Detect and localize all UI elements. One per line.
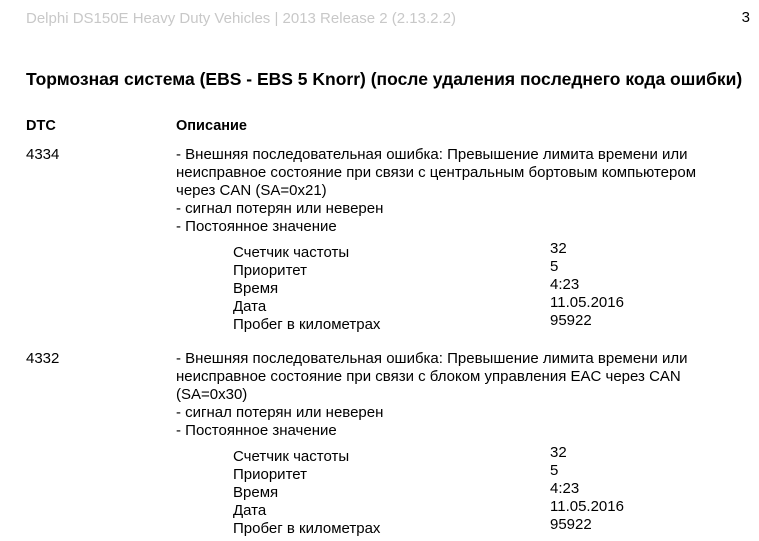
field-value: 95922 [550,312,592,329]
description-line: - Постоянное значение [176,422,337,439]
field-label: Пробег в километрах [233,316,381,333]
field-value: 5 [550,462,559,479]
page-header: Delphi DS150E Heavy Duty Vehicles | 2013 Release 2 (2.13.2.2) [26,10,456,27]
field-row [233,278,733,296]
field-value: 32 [550,444,567,461]
field-value: 11.05.2016 [550,498,624,515]
description-line: - Внешняя последовательная ошибка: Превышение лимита времени или [176,350,688,367]
dtc-fields [233,242,733,332]
field-label: Дата [233,502,267,519]
field-label: Время [233,280,279,297]
field-label: Счетчик частоты [233,244,350,261]
field-row [233,464,733,482]
description-line: неисправное состояние при связи с блоком управления EAC через CAN [176,368,681,385]
field-value: 95922 [550,516,592,533]
field-value: 32 [550,240,567,257]
dtc-description [176,146,751,236]
description-line: - сигнал потерян или неверен [176,200,384,217]
field-row [233,482,733,500]
dtc-description [176,350,751,440]
field-row [233,296,733,314]
field-value: 4:23 [550,276,580,293]
dtc-code: 4332 [26,350,60,367]
field-row [233,500,733,518]
field-row [233,314,733,332]
description-line: неисправное состояние при связи с центральным бортовым компьютером [176,164,697,181]
field-row [233,518,733,536]
description-line: - Внешняя последовательная ошибка: Превышение лимита времени или [176,146,688,163]
field-row [233,260,733,278]
column-header-description: Описание [176,118,247,134]
field-label: Дата [233,298,267,315]
field-value: 5 [550,258,559,275]
description-line: (SA=0x30) [176,386,248,403]
field-value: 4:23 [550,480,580,497]
dtc-fields [233,446,733,536]
field-label: Пробег в километрах [233,520,381,537]
section-title: Тормозная система (EBS - EBS 5 Knorr) (после удаления последнего кода ошибки) [26,69,743,89]
description-line: - сигнал потерян или неверен [176,404,384,421]
field-label: Приоритет [233,466,307,483]
field-label: Приоритет [233,262,307,279]
field-label: Счетчик частоты [233,448,350,465]
page-number: 3 [741,9,750,26]
field-label: Время [233,484,279,501]
dtc-code: 4334 [26,146,60,163]
field-row [233,446,733,464]
description-line: через CAN (SA=0x21) [176,182,327,199]
description-line: - Постоянное значение [176,218,337,235]
field-row [233,242,733,260]
field-value: 11.05.2016 [550,294,624,311]
column-header-dtc: DTC [26,118,56,134]
